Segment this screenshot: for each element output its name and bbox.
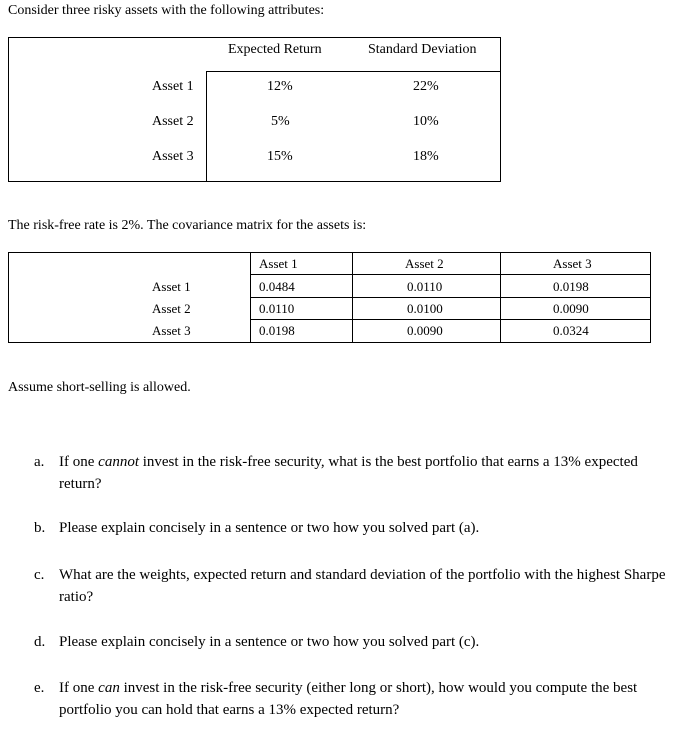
- table-divider: [250, 274, 650, 275]
- risk-free-text: The risk-free rate is 2%. The covariance matrix for the assets is:: [8, 218, 367, 233]
- column-header: Standard Deviation: [368, 42, 477, 57]
- question-text: What are the weights, expected return and standard deviation of the portfolio with the highest Sharpe ratio?: [59, 567, 666, 605]
- table-divider: [250, 319, 650, 320]
- intro-text: Consider three risky assets with the following attributes:: [8, 3, 325, 18]
- column-header: Asset 2: [405, 256, 444, 271]
- assumption-text: Assume short-selling is allowed.: [8, 380, 191, 395]
- question-text: Please explain concisely in a sentence or two how you solved part (a).: [59, 520, 480, 536]
- table-cell: 10%: [413, 114, 439, 129]
- table-cell: 22%: [413, 79, 439, 94]
- table-cell: 0.0100: [407, 301, 443, 316]
- question-label: e.: [34, 680, 45, 696]
- table-divider: [250, 297, 650, 298]
- table-cell: 0.0110: [407, 279, 443, 294]
- table-cell: 0.0090: [407, 323, 443, 338]
- question-label: d.: [34, 634, 46, 650]
- row-label: Asset 3: [152, 149, 194, 164]
- table-cell: 0.0090: [553, 301, 589, 316]
- row-label: Asset 2: [152, 301, 191, 316]
- question-label: b.: [34, 520, 46, 536]
- column-header: Asset 3: [553, 256, 592, 271]
- question-label: a.: [34, 454, 45, 470]
- question-text: If one can invest in the risk-free security (either long or short), how would you compute the best portfolio you can hold that earns a 13% expected return?: [59, 680, 638, 718]
- table-cell: 18%: [413, 149, 439, 164]
- column-header: Expected Return: [228, 42, 322, 57]
- table-cell: 12%: [267, 79, 293, 94]
- table-divider: [206, 71, 500, 72]
- table-cell: 0.0324: [553, 323, 589, 338]
- table-divider: [206, 71, 207, 181]
- row-label: Asset 3: [152, 323, 191, 338]
- question-text: If one cannot invest in the risk-free security, what is the best portfolio that earns a 13% expected return?: [59, 454, 638, 492]
- table-cell: 0.0198: [259, 323, 295, 338]
- row-label: Asset 2: [152, 114, 194, 129]
- question-text: Please explain concisely in a sentence or two how you solved part (c).: [59, 634, 480, 650]
- question-label: c.: [34, 567, 45, 583]
- row-label: Asset 1: [152, 279, 191, 294]
- table-cell: 15%: [267, 149, 293, 164]
- row-label: Asset 1: [152, 79, 194, 94]
- covariance-table: [8, 252, 651, 343]
- table-cell: 0.0198: [553, 279, 589, 294]
- asset-attributes-table: [8, 37, 501, 182]
- column-header: Asset 1: [259, 256, 298, 271]
- table-cell: 0.0484: [259, 279, 295, 294]
- table-cell: 5%: [271, 114, 290, 129]
- table-cell: 0.0110: [259, 301, 295, 316]
